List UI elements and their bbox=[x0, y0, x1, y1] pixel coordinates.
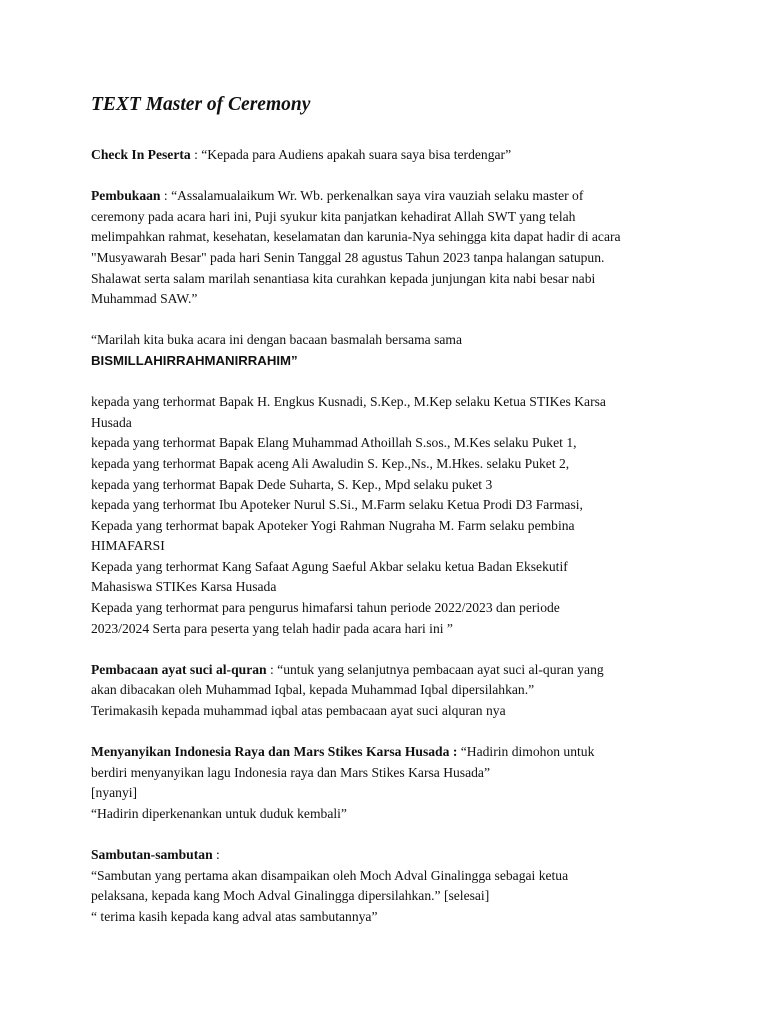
indonesia-raya-line: [nyanyi] bbox=[91, 785, 138, 801]
sambutan-label: Sambutan-sambutan bbox=[91, 847, 213, 863]
indonesia-raya-line: “Hadirin diperkenankan untuk duduk kembali” bbox=[91, 806, 347, 821]
check-in-section bbox=[91, 145, 688, 166]
kepada-line: kepada yang terhormat Bapak aceng Ali Awaludin S. Kep.,Ns., M.Hkes. selaku Puket 2, bbox=[91, 455, 570, 471]
pembukaan-section bbox=[91, 186, 688, 310]
indonesia-raya-line: “Hadirin dimohon untuk bbox=[457, 744, 595, 760]
pembukaan-line: melimpahkan rahmat, kesehatan, keselamatan dan karunia-Nya sehingga kita dapat hadir di acara bbox=[91, 229, 621, 245]
kepada-line: 2023/2024 Serta para peserta yang telah hadir pada acara hari ini ” bbox=[91, 620, 453, 636]
document-title: TEXT Master of Ceremony bbox=[91, 94, 311, 115]
kepada-line: kepada yang terhormat Ibu Apoteker Nurul S.Si., M.Farm selaku Ketua Prodi D3 Farmasi, bbox=[91, 497, 583, 513]
quran-section bbox=[91, 660, 688, 722]
pembukaan-line: Shalawat serta salam marilah senantiasa kita curahkan kepada junjungan kita nabi besar nabi bbox=[91, 270, 596, 286]
kepada-line: kepada yang terhormat Bapak H. Engkus Kusnadi, S.Kep., M.Kep selaku Ketua STIKes Karsa bbox=[91, 394, 606, 410]
kepada-line: kepada yang terhormat Bapak Elang Muhammad Athoillah S.sos., M.Kes selaku Puket 1, bbox=[91, 435, 577, 451]
quran-line: : “untuk yang selanjutnya pembacaan ayat suci al-quran yang bbox=[266, 661, 604, 677]
sambutan-section bbox=[91, 845, 688, 927]
kepada-line: HIMAFARSI bbox=[91, 538, 165, 554]
kepada-line: Mahasiswa STIKes Karsa Husada bbox=[91, 579, 277, 595]
quran-line: Terimakasih kepada muhammad iqbal atas pembacaan ayat suci alquran nya bbox=[91, 703, 506, 719]
basmalah-bold-line: BISMILLAHIRRAHMANIRRAHIM” bbox=[91, 352, 298, 368]
basmalah-line: “Marilah kita buka acara ini dengan bacaan basmalah bersama sama bbox=[91, 332, 463, 348]
quran-line: akan dibacakan oleh Muhammad Iqbal, kepada Muhammad Iqbal dipersilahkan.” bbox=[91, 682, 535, 698]
kepada-line: Kepada yang terhormat para pengurus himafarsi tahun periode 2022/2023 dan periode bbox=[91, 600, 560, 616]
pembukaan-line: Muhammad SAW.” bbox=[91, 291, 198, 307]
pembukaan-label: Pembukaan bbox=[91, 188, 161, 204]
check-in-text: : “Kepada para Audiens apakah suara saya bisa terdengar” bbox=[190, 147, 512, 162]
indonesia-raya-section bbox=[91, 742, 688, 824]
pembukaan-line: : “Assalamualaikum Wr. Wb. perkenalkan saya vira vauziah selaku master of bbox=[160, 188, 584, 204]
sambutan-line: “Sambutan yang pertama akan disampaikan oleh Moch Adval Ginalingga sebagai ketua bbox=[91, 867, 569, 883]
quran-label: Pembacaan ayat suci al-quran bbox=[91, 661, 267, 677]
check-in-label: Check In Peserta bbox=[91, 147, 191, 162]
pembukaan-line: ceremony pada acara hari ini, Puji syukur kita panjatkan kehadirat Allah SWT yang telah bbox=[91, 208, 576, 224]
kepada-line: Kepada yang terhormat Kang Safaat Agung Saeful Akbar selaku ketua Badan Eksekutif bbox=[91, 558, 568, 574]
sambutan-line: “ terima kasih kepada kang adval atas sambutannya” bbox=[91, 908, 378, 924]
kepada-section bbox=[91, 392, 688, 639]
indonesia-raya-label: Menyanyikan Indonesia Raya dan Mars Stikes Karsa Husada : bbox=[91, 744, 458, 760]
sambutan-line: : bbox=[212, 847, 220, 863]
kepada-line: Kepada yang terhormat bapak Apoteker Yogi Rahman Nugraha M. Farm selaku pembina bbox=[91, 517, 575, 533]
indonesia-raya-line: berdiri menyanyikan lagu Indonesia raya dan Mars Stikes Karsa Husada” bbox=[91, 764, 490, 780]
pembukaan-line: "Musyawarah Besar" pada hari Senin Tanggal 28 agustus Tahun 2023 tanpa halangan satupun. bbox=[91, 249, 605, 265]
sambutan-line: pelaksana, kepada kang Moch Adval Ginalingga dipersilahkan.” [selesai] bbox=[91, 888, 490, 904]
kepada-line: Husada bbox=[91, 414, 132, 430]
basmalah-section bbox=[91, 330, 688, 371]
kepada-line: kepada yang terhormat Bapak Dede Suharta, S. Kep., Mpd selaku puket 3 bbox=[91, 476, 493, 492]
